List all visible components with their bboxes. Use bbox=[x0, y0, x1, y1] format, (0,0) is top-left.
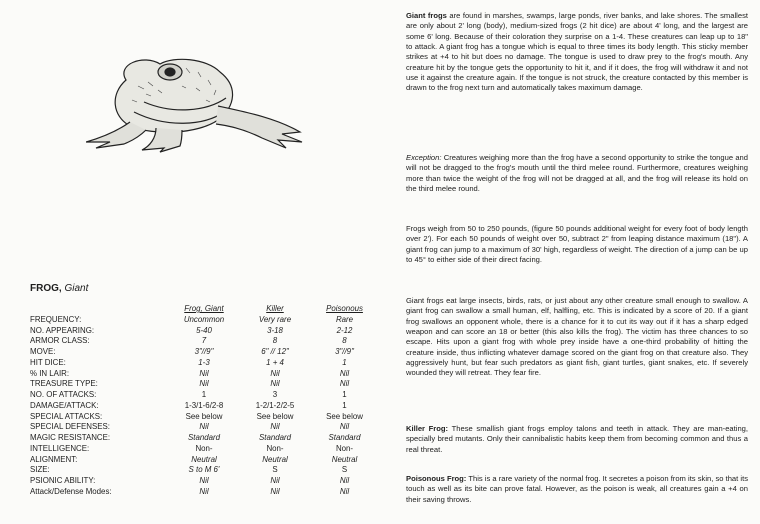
stat-value: Nil bbox=[339, 486, 350, 496]
stat-value: 1 bbox=[342, 357, 347, 367]
stat-value: Standard bbox=[187, 433, 221, 442]
stat-value: S to M 6' bbox=[188, 465, 220, 475]
stat-value: Nil bbox=[199, 379, 209, 389]
stat-value: 1 bbox=[342, 400, 347, 410]
stat-value: 1-3 bbox=[198, 357, 210, 367]
stat-row bbox=[30, 487, 377, 498]
stat-value: 1 bbox=[342, 390, 347, 399]
stat-row bbox=[30, 326, 377, 337]
stat-value: Very rare bbox=[258, 314, 292, 324]
stat-value: Nil bbox=[270, 368, 280, 378]
stat-label: FREQUENCY: bbox=[30, 314, 82, 324]
stat-label: NO. OF ATTACKS: bbox=[30, 390, 97, 399]
stat-row bbox=[30, 369, 377, 380]
stat-value: Nil bbox=[199, 368, 209, 378]
stat-value: Nil bbox=[270, 422, 280, 432]
monster-name: FROG, bbox=[30, 283, 62, 294]
stat-value: Standard bbox=[258, 433, 292, 442]
paragraph-giant-frogs: Giant frogs are found in marshes, swamps, large ponds, river banks, and lake shores. The smallest are only about 2' long (body), medium-sized frogs (2 hit dice) are about 4' long, and the largest are some 6' long. Because of their coloration they surprise on a 1-4. These creatures can leap up to 18" to attack. A giant frog has a tongue which is equal to three times its body length. This sticky member strikes at +4 to hit but does no damage. The tongue is used to draw prey to the frog's mouth. Any creature hit by the tongue gets the opportunity to hit it, and if it does, the frog will withdraw it and not use it against the creature again. If the tongue is not struck, the creature contacted by this member is drawn to the frog next turn and automatically takes maximum damage. bbox=[406, 11, 748, 93]
stat-value: See below bbox=[256, 411, 294, 421]
stat-value: Nil bbox=[199, 486, 209, 496]
stat-block bbox=[30, 304, 377, 498]
stat-value: 1-3/1-6/2-8 bbox=[184, 400, 224, 410]
stat-value: See below bbox=[185, 411, 223, 421]
stat-label: MOVE: bbox=[30, 347, 56, 356]
paragraph-killer-frog: Killer Frog: These smallish giant frogs employ talons and teeth in attack. They are man-eating, specially bred mutants. Only their cannibalistic habits keep them from becoming common and thus a real threat. bbox=[406, 424, 748, 454]
stat-value: Rare bbox=[335, 314, 354, 324]
stat-value: Nil bbox=[199, 476, 209, 485]
stat-value: 2-12 bbox=[336, 325, 353, 335]
stat-value: 6" // 12" bbox=[261, 347, 289, 356]
stat-row bbox=[30, 336, 377, 347]
stat-value: Nil bbox=[339, 368, 350, 378]
stat-value: Nil bbox=[270, 379, 280, 389]
stat-value: S bbox=[272, 465, 278, 475]
stat-row bbox=[30, 422, 377, 433]
column-header: Frog, Giant bbox=[184, 304, 224, 313]
stat-value: 3"//9" bbox=[194, 347, 214, 356]
stat-value: 3 bbox=[272, 390, 278, 399]
stat-row bbox=[30, 444, 377, 455]
stat-value: Non- bbox=[335, 443, 354, 453]
stat-value: 5-40 bbox=[196, 325, 212, 335]
paragraph-weight: Frogs weigh from 50 to 250 pounds, (figure 50 pounds additional weight for every foot of body length over 2'). For each 50 pounds of weight over 50, subtract 2" from leaping distance maximum (18"). A giant frog can jump to a maximum of 30' high, regardless of weight. The direction of a jump can be up to 45° to either side of their direct facing. bbox=[406, 224, 748, 265]
stat-value: Neutral bbox=[262, 454, 288, 464]
stat-value: Nil bbox=[270, 476, 280, 485]
stat-label: HIT DICE: bbox=[30, 357, 66, 367]
stat-value: 1 + 4 bbox=[266, 357, 284, 367]
stat-value: Neutral bbox=[191, 454, 217, 464]
stat-row bbox=[30, 455, 377, 466]
paragraph-poisonous-frog: Poisonous Frog: This is a rare variety of the normal frog. It secretes a poison from its skin, so that its touch as well as its bite can prove fatal. However, as the poison is weak, all creatures gain a +4 on their saving throws. bbox=[406, 474, 748, 504]
stat-value: Nil bbox=[339, 476, 350, 485]
paragraph-diet: Giant frogs eat large insects, birds, rats, or just about any other creature small enough to swallow. A giant frog can swallow a small human, elf, halfling, etc. This is indicated by a score of 20. If a giant frog swallows an opponent whole, there is a chance for it to cut its way out if it has a sharp edged weapon and can score an 18 or better (this also kills the frog). The victim has three chances to so escape. Hits upon a giant frog with whole prey inside have a one-third probability of hitting the creature inside, thus inflicting whatever damage scored on the giant frog on that creature also. They aggressively hunt, but fear such predators as giant fish, giant turtles, giant snakes, etc. If severely wounded they will retreat. They fear fire. bbox=[406, 296, 748, 378]
stat-label: INTELLIGENCE: bbox=[30, 443, 90, 453]
stat-value: 3-18 bbox=[267, 325, 283, 335]
stat-label: SPECIAL ATTACKS: bbox=[30, 411, 103, 421]
stat-row bbox=[30, 358, 377, 369]
stat-value: Non- bbox=[195, 443, 213, 453]
stat-row bbox=[30, 476, 377, 487]
stat-value: 1-2/1-2/2-5 bbox=[255, 400, 295, 410]
stat-value: 8 bbox=[342, 336, 347, 346]
stat-value: 8 bbox=[272, 336, 278, 346]
stat-label: DAMAGE/ATTACK: bbox=[30, 400, 99, 410]
stat-value: Nil bbox=[339, 422, 350, 432]
stat-value: See below bbox=[326, 411, 363, 421]
stat-label: SPECIAL DEFENSES: bbox=[30, 422, 110, 432]
column-header: Killer bbox=[266, 304, 284, 313]
stat-label: ALIGNMENT: bbox=[30, 454, 78, 464]
stat-header-row bbox=[30, 304, 377, 315]
stat-label: PSIONIC ABILITY: bbox=[30, 476, 96, 485]
stat-label: TREASURE TYPE: bbox=[30, 379, 98, 389]
stat-row bbox=[30, 315, 377, 326]
stat-label: ARMOR CLASS: bbox=[30, 336, 90, 346]
stat-label: Attack/Defense Modes: bbox=[30, 486, 112, 496]
stat-row bbox=[30, 412, 377, 423]
stat-row bbox=[30, 390, 377, 401]
stat-value: 7 bbox=[201, 336, 207, 346]
stat-value: 1 bbox=[201, 390, 207, 399]
stat-value: Neutral bbox=[331, 454, 358, 464]
stat-row bbox=[30, 465, 377, 476]
monster-title bbox=[30, 283, 88, 294]
stat-value: Nil bbox=[270, 486, 280, 496]
stat-value: Non- bbox=[266, 443, 284, 453]
stat-value: 3"//9" bbox=[335, 347, 354, 356]
stat-value: Uncommon bbox=[183, 314, 225, 324]
stat-row bbox=[30, 379, 377, 390]
stat-label: % IN LAIR: bbox=[30, 368, 70, 378]
column-header: Poisonous bbox=[326, 304, 363, 313]
giant-frog-illustration bbox=[86, 42, 318, 154]
stat-row bbox=[30, 433, 377, 444]
stat-label: NO. APPEARING: bbox=[30, 325, 95, 335]
stat-value: Nil bbox=[199, 422, 209, 432]
stat-row bbox=[30, 401, 377, 412]
stat-row bbox=[30, 347, 377, 358]
stat-label: SIZE: bbox=[30, 465, 50, 475]
stat-value: Standard bbox=[328, 433, 361, 442]
paragraph-exception: Exception: Creatures weighing more than the frog have a second opportunity to strike the tongue and will not be dragged to the frog's mouth until the third melee round. Furthermore, creatures weighing more than twice the weight of the frog will not be dragged at all, and the frog will release its hold on the third melee round. bbox=[406, 153, 748, 194]
stat-label: MAGIC RESISTANCE: bbox=[30, 433, 111, 442]
stat-value: S bbox=[341, 465, 348, 475]
stat-value: Nil bbox=[339, 379, 350, 389]
monster-variant: Giant bbox=[64, 283, 89, 294]
